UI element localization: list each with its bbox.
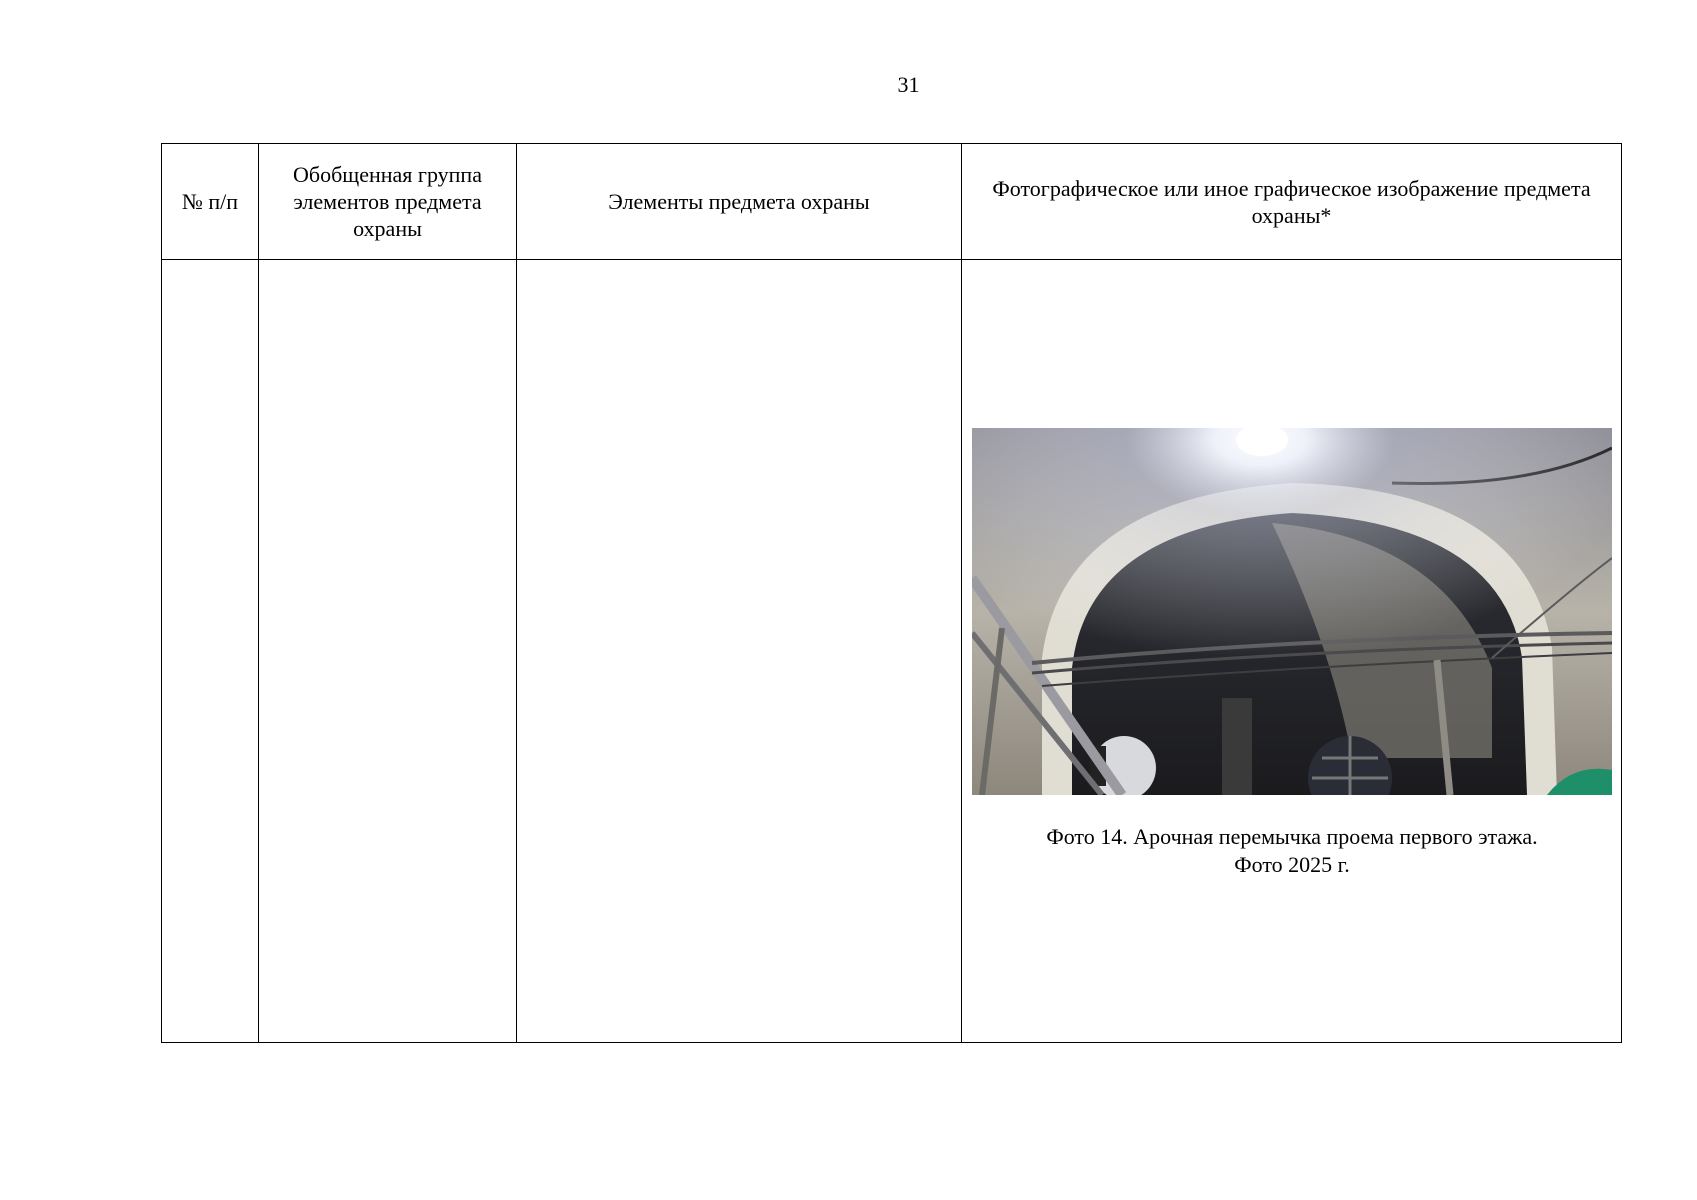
page-number: 31 (897, 72, 920, 97)
arch-photo (972, 428, 1612, 795)
photo-caption-line1: Фото 14. Арочная перемычка проема первого этажа. (1046, 824, 1538, 849)
header-group: Обобщенная группа элементов предмета охраны (259, 144, 517, 260)
cell-elements (517, 260, 962, 1043)
header-elements: Элементы предмета охраны (517, 144, 962, 260)
photo-caption (962, 823, 1622, 879)
table-row (162, 260, 1622, 1043)
cell-number (162, 260, 259, 1043)
cell-photo (962, 260, 1622, 1043)
table-header-row (162, 144, 1622, 260)
header-number: № п/п (162, 144, 259, 260)
cell-group (259, 260, 517, 1043)
header-photo: Фотографическое или иное графическое изображение предмета охраны* (962, 144, 1622, 260)
photo-caption-line2: Фото 2025 г. (1234, 852, 1350, 877)
protection-table (161, 143, 1622, 1043)
